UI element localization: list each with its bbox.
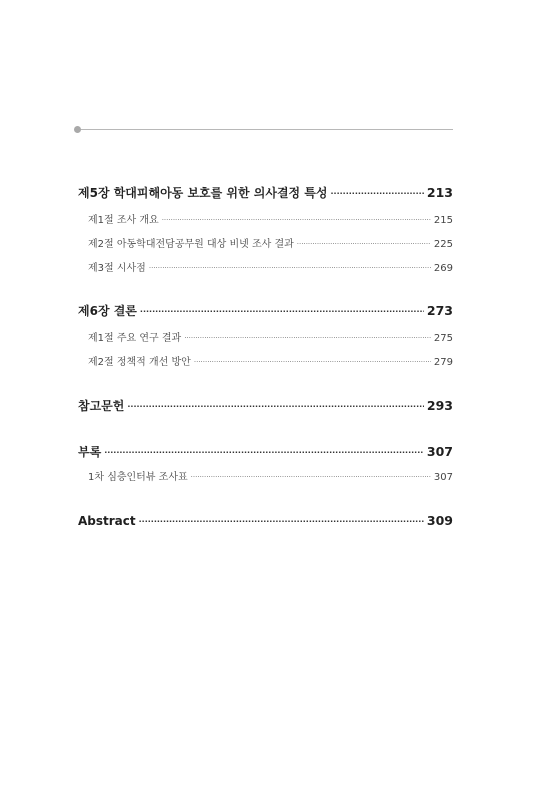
dot-leader: [297, 240, 431, 248]
toc-entry-page: 225: [433, 239, 453, 250]
toc-entry-abstract[interactable]: [78, 513, 453, 528]
header-rule-dot: [74, 126, 81, 133]
toc-entry-chapter-5[interactable]: [78, 184, 453, 201]
toc-entry-title: 제3절 시사점: [88, 263, 146, 274]
toc-entry-appendix-1[interactable]: [78, 468, 453, 483]
toc-entry-page: 307: [426, 444, 453, 459]
toc-entry-chapter-6[interactable]: [78, 302, 453, 319]
toc-entry-title: 제1절 조사 개요: [88, 215, 159, 226]
toc-entry-section-5-2[interactable]: [78, 235, 453, 250]
toc-entry-page: 279: [433, 357, 453, 368]
toc-entry-title: 참고문헌: [78, 399, 125, 413]
header-rule: [78, 129, 453, 130]
toc-entry-title: 제1절 주요 연구 결과: [88, 333, 182, 344]
toc-entry-title: 1차 심층인터뷰 조사표: [88, 472, 188, 483]
toc-entry-appendix[interactable]: [78, 443, 453, 460]
dot-leader: [149, 264, 431, 272]
toc-entry-page: 269: [433, 263, 453, 274]
toc-entry-title: 제5장 학대피해아동 보호를 위한 의사결정 특성: [78, 186, 328, 200]
toc-entry-references[interactable]: [78, 397, 453, 414]
dot-leader: [191, 473, 431, 481]
toc-entry-page: 215: [433, 215, 453, 226]
toc-entry-section-5-3[interactable]: [78, 259, 453, 274]
dot-leader: [184, 334, 431, 342]
toc-entry-page: 213: [426, 185, 453, 200]
toc-entry-section-5-1[interactable]: [78, 211, 453, 226]
toc-entry-section-6-1[interactable]: [78, 329, 453, 344]
dot-leader: [140, 307, 424, 316]
dot-leader: [194, 358, 431, 366]
dot-leader: [162, 216, 431, 224]
dot-leader: [127, 402, 424, 411]
dot-leader: [331, 189, 424, 198]
toc-entry-page: 275: [433, 333, 453, 344]
toc-entry-title: 제2절 정책적 개선 방안: [88, 357, 191, 368]
toc-entry-section-6-2[interactable]: [78, 353, 453, 368]
toc-entry-page: 273: [426, 303, 453, 318]
toc-entry-page: 307: [433, 472, 453, 483]
toc-entry-title: 제6장 결론: [78, 304, 137, 318]
dot-leader: [139, 517, 424, 526]
toc-entry-page: 309: [426, 513, 453, 528]
toc-entry-title: Abstract: [78, 514, 136, 528]
toc-entry-title: 부록: [78, 445, 102, 459]
toc-entry-title: 제2절 아동학대전담공무원 대상 비넷 조사 결과: [88, 239, 294, 250]
dot-leader: [104, 448, 424, 457]
toc-entry-page: 293: [426, 398, 453, 413]
